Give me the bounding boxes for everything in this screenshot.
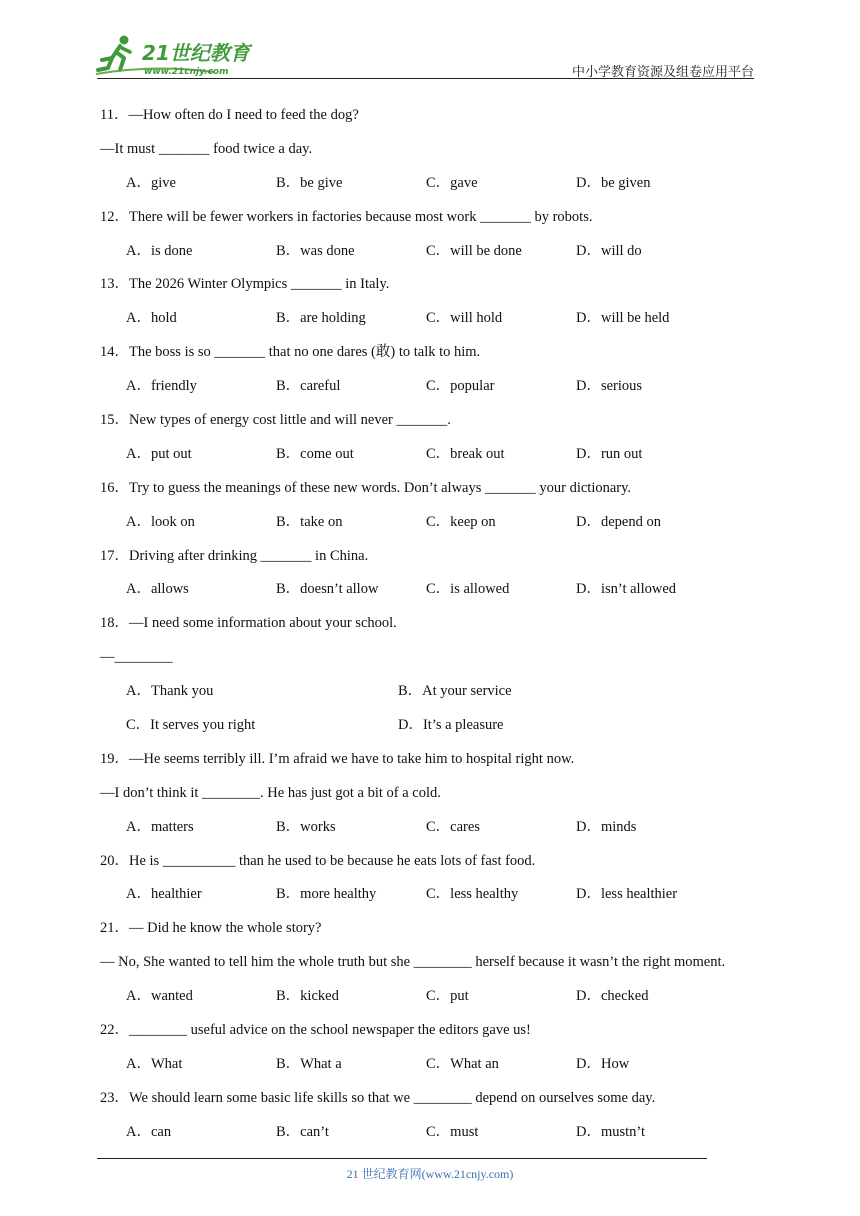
answer-options [100, 1120, 760, 1154]
answer-option[interactable]: B．come out [276, 445, 354, 462]
question-text: 13．The 2026 Winter Olympics _______ in Italy. [100, 276, 390, 293]
answer-option[interactable]: D．serious [576, 378, 643, 395]
answer-option[interactable]: A．matters [126, 818, 194, 835]
answer-option[interactable]: B．careful [276, 378, 341, 395]
answer-option[interactable]: A．Thank you [126, 683, 214, 700]
question-item [100, 205, 760, 273]
question-text: 21．— Did he know the whole story? [100, 920, 322, 937]
answer-option[interactable]: B．doesn’t allow [276, 581, 379, 598]
question-item [100, 1018, 760, 1086]
answer-option[interactable]: A．friendly [126, 378, 197, 395]
question-item [100, 408, 760, 476]
svg-text:21世纪教育: 21世纪教育 [142, 41, 250, 65]
answer-option[interactable]: C．gave [426, 174, 478, 191]
answer-options [100, 239, 760, 273]
answer-option[interactable]: B．can’t [276, 1123, 329, 1140]
question-text: 20．He is __________ than he used to be because he eats lots of fast food. [100, 852, 536, 869]
answer-option[interactable]: D．It’s a pleasure [398, 717, 504, 734]
answer-option[interactable]: D．will be held [576, 310, 670, 327]
answer-option[interactable]: B．kicked [276, 988, 339, 1005]
answer-option[interactable]: A．wanted [126, 988, 193, 1005]
answer-option[interactable]: C．put [426, 988, 469, 1005]
answer-options [100, 1052, 760, 1086]
answer-options [100, 984, 760, 1018]
answer-option[interactable]: B．works [276, 818, 336, 835]
question-item [100, 103, 760, 205]
answer-option[interactable]: D．be given [576, 174, 651, 191]
answer-option[interactable]: B．was done [276, 242, 355, 259]
answer-options [100, 679, 760, 713]
question-text: 16．Try to guess the meanings of these new words. Don’t always _______ your dictionary. [100, 479, 632, 496]
answer-options [100, 815, 760, 849]
answer-option[interactable]: C．will hold [426, 310, 503, 327]
answer-option[interactable]: C．keep on [426, 513, 496, 530]
answer-option[interactable]: D．less healthier [576, 886, 678, 903]
answer-option[interactable]: D．mustn’t [576, 1123, 646, 1140]
answer-options [100, 577, 760, 611]
footer-divider [97, 1158, 707, 1159]
answer-option[interactable]: C．must [426, 1123, 479, 1140]
answer-option[interactable]: C．What an [426, 1055, 499, 1072]
answer-option[interactable]: A．look on [126, 513, 195, 530]
answer-options [100, 442, 760, 476]
answer-option[interactable]: D．depend on [576, 513, 661, 530]
answer-option[interactable]: B．take on [276, 513, 343, 530]
question-response-line: —________ [100, 649, 173, 666]
answer-option[interactable]: B．be give [276, 174, 343, 191]
answer-options [100, 713, 760, 747]
question-item [100, 544, 760, 612]
answer-option[interactable]: D．How [576, 1055, 630, 1072]
question-item [100, 476, 760, 544]
question-item [100, 272, 760, 340]
question-text: 11．—How often do I need to feed the dog? [100, 107, 359, 123]
answer-option[interactable]: C．cares [426, 818, 480, 835]
answer-option[interactable]: A．can [126, 1123, 172, 1140]
answer-option[interactable]: C．less healthy [426, 886, 519, 903]
question-item [100, 747, 760, 849]
header-platform-name: 中小学教育资源及组卷应用平台 [571, 65, 754, 80]
question-text: 12．There will be fewer workers in factories because most work _______ by robots. [100, 208, 593, 225]
answer-option[interactable]: A．is done [126, 242, 193, 259]
answer-option[interactable]: A．healthier [126, 886, 202, 903]
answer-option[interactable]: A．allows [126, 581, 189, 598]
answer-option[interactable]: D．checked [576, 988, 649, 1005]
question-text: 22．________ useful advice on the school newspaper the editors gave us! [100, 1022, 531, 1039]
answer-option[interactable]: B．more healthy [276, 886, 377, 903]
question-response-line: — No, She wanted to tell him the whole truth but she ________ herself because it wasn’t the right moment. [100, 954, 726, 971]
question-text: 15．New types of energy cost little and will never _______. [100, 412, 451, 429]
answer-option[interactable]: C．will be done [426, 242, 522, 259]
question-item [100, 611, 760, 747]
answer-option[interactable]: B．What a [276, 1055, 342, 1072]
question-item [100, 916, 760, 1018]
answer-option[interactable]: A．put out [126, 445, 192, 462]
answer-option[interactable]: C．break out [426, 445, 505, 462]
site-logo [94, 34, 264, 80]
answer-option[interactable]: A．What [126, 1055, 183, 1072]
footer-site-link[interactable]: 21 世纪教育网(www.21cnjy.com) [346, 1167, 514, 1181]
answer-options [100, 882, 760, 916]
page-header [0, 0, 860, 90]
answer-option[interactable]: D．will do [576, 242, 642, 259]
header-divider [97, 78, 754, 79]
answer-options [100, 510, 760, 544]
answer-options [100, 171, 760, 205]
question-text: 19．—He seems terribly ill. I’m afraid we have to take him to hospital right now. [100, 750, 575, 767]
question-text: 14．The boss is so _______ that no one dares (敢) to talk to him. [100, 344, 481, 361]
question-item [100, 849, 760, 917]
answer-options [100, 374, 760, 408]
answer-option[interactable]: A．give [126, 174, 176, 191]
answer-options [100, 306, 760, 340]
answer-option[interactable]: A．hold [126, 310, 177, 327]
answer-option[interactable]: B．At your service [398, 683, 512, 700]
question-item [100, 340, 760, 408]
question-text: 17．Driving after drinking _______ in China. [100, 547, 369, 564]
answer-option[interactable]: D．run out [576, 445, 643, 462]
question-response-line: —It must _______ food twice a day. [100, 140, 313, 157]
answer-option[interactable]: D．minds [576, 818, 637, 835]
answer-option[interactable]: D．isn’t allowed [576, 581, 677, 598]
svg-text:www.21cnjy.com: www.21cnjy.com [144, 67, 229, 77]
question-list [100, 103, 760, 1154]
question-text: 18．—I need some information about your school. [100, 615, 397, 632]
answer-option[interactable]: C．It serves you right [126, 717, 256, 734]
question-text: 23．We should learn some basic life skills so that we ________ depend on ourselves some day. [100, 1089, 656, 1106]
question-response-line: —I don’t think it ________. He has just got a bit of a cold. [100, 784, 441, 801]
answer-option[interactable]: B．are holding [276, 310, 366, 327]
question-item [100, 1086, 760, 1154]
answer-option[interactable]: C．is allowed [426, 581, 510, 598]
answer-option[interactable]: C．popular [426, 378, 495, 395]
